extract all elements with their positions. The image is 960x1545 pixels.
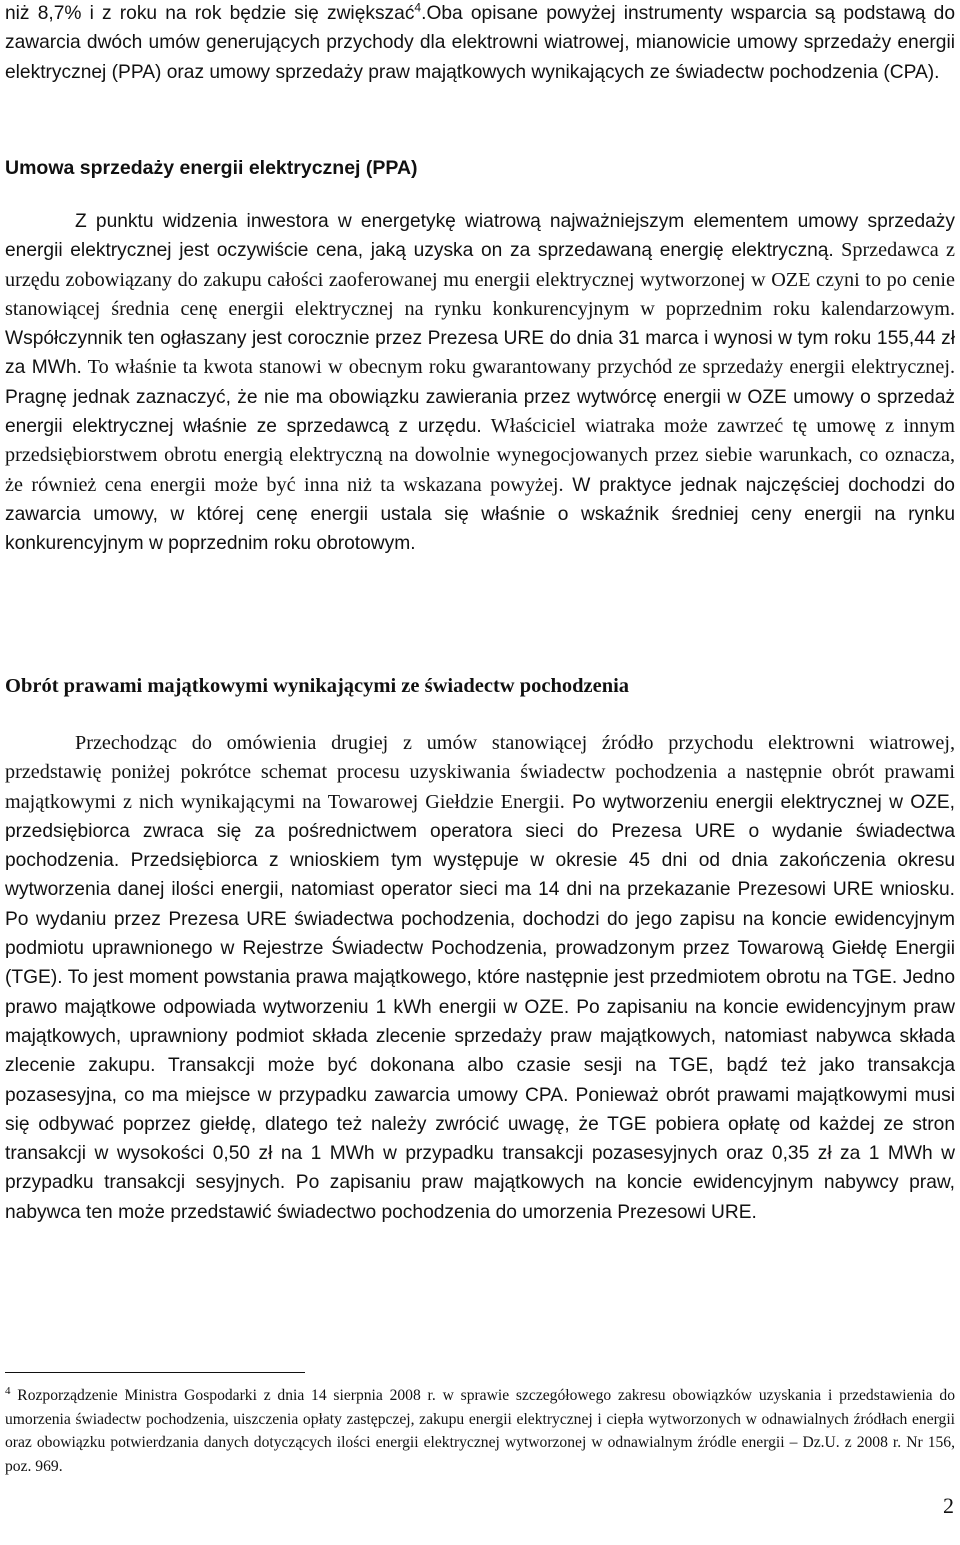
page-number: 2 <box>943 1493 954 1518</box>
intro-paragraph <box>5 0 955 87</box>
cpa-paragraph <box>5 729 955 1227</box>
ppa-text-4: To właśnie ta kwota stanowi w obecnym roku gwarantowany przychód ze sprzedaży energii elektrycznej. <box>81 356 955 379</box>
ppa-heading: Umowa sprzedaży energii elektrycznej (PPA) <box>5 157 418 179</box>
footnote-reference: 4 <box>414 0 422 15</box>
footnote-text: Rozporządzenie Ministra Gospodarki z dnia 14 sierpnia 2008 r. w sprawie szczegółowego zakresu obowiązków uzyskania i przedstawienia do umorzenia świadectw pochodzenia, uiszczenia opłaty zastępczej, zakupu energii elektrycznej i ciepła wytworzonych w odnawialnych źródłach energii oraz obowiązku potwierdzania danych dotyczących ilości energii elektrycznej wytworzonej w odnawialnym źródle energii – Dz.U. z 2008 r. Nr 156, poz. 969. <box>5 1387 955 1475</box>
intro-text-start: niż 8,7% i z roku na rok będzie się zwiększać <box>5 3 415 24</box>
cpa-text-1: Przechodząc do omówienia drugiej z umów stanowiącej źródło przychodu elektrowni wiatrowej, przedstawię poniżej pokrótce schemat procesu uzyskiwania świadectw pochodzenia a następnie obrót prawami majątkowymi z nich wynikającymi na Towarowej Giełdzie Energii. <box>5 732 955 813</box>
ppa-text-1: Z punktu widzenia inwestora w energetykę wiatrową najważniejszym elementem umowy sprzedaży energii elektrycznej jest oczywiście cena, jaką uzyska on za sprzedawaną energię elektryczną. <box>5 211 955 262</box>
ppa-text-5: Pragnę jednak zaznaczyć, że nie ma obowiązku zawierania przez wytwórcę energii w OZE umowy o sprzedaż energii elektrycznej właśnie ze sprzedawcą z urzędu. <box>5 386 955 438</box>
footnote-number: 4 <box>5 1384 11 1397</box>
intro-text-rest: .Oba opisane powyżej instrumenty wsparcia są podstawą do zawarcia dwóch umów generujących przychody dla elektrowni wiatrowej, mianowicie umowy sprzedaży energii elektrycznej (PPA) oraz umowy sprzedaży praw majątkowych wynikających ze świadectw pochodzenia (CPA). <box>5 3 956 83</box>
footnote-divider <box>5 1372 305 1373</box>
ppa-text-6: Właściciel wiatraka może zawrzeć tę umowę z innym przedsiębiorstwem obrotu energią elektryczną na dowolnie wynegocjowanych przez siebie warunkach, co oznacza, że również cena energii może być inna niż ta wskazana powyżej. <box>5 415 956 496</box>
footnote <box>5 1384 955 1478</box>
ppa-text-7: W praktyce jednak najczęściej dochodzi do zawarcia umowy, w której cenę energii ustala się właśnie o wskaźnik średniej ceny energii na rynku konkurencyjnym w poprzednim roku obrotowym. <box>5 474 955 555</box>
cpa-text-2: Po wytworzeniu energii elektrycznej w OZE, przedsiębiorca zwraca się za pośrednictwem operatora sieci do Prezesa URE o wydanie świadectwa pochodzenia. Przedsiębiorca z wnioskiem tym występuje w okresie 45 dni od dnia zakończenia okresu wytworzenia danej ilości energii, natomiast operator sieci ma 14 dni na przekazanie Prezesowi URE wniosku. Po wydaniu przez Prezesa URE świadectwa pochodzenia, dochodzi do jego zapisu na koncie ewidencyjnym podmiotu uprawnionego w Rejestrze Świadectw Pochodzenia, prowadzonym przez Towarową Giełdę Energii (TGE). To jest moment powstania prawa majątkowego, które następnie jest przedmiotem obrotu na TGE. Jedno prawo majątkowe odpowiada wytworzeniu 1 kWh energii w OZE. Po zapisaniu na koncie ewidencyjnym praw majątkowych, uprawniony podmiot składa zlecenie sprzedaży praw majątkowych, natomiast nabywca składa zlecenie zakupu. Transakcji może być dokonana albo czasie sesji na TGE, bądź też jako transakcja pozasesyjna, co ma miejsce w przypadku zawarcia umowy CPA. Ponieważ obrót prawami majątkowymi musi się odbywać poprzez giełdę, dlatego też należy zwrócić uwagę, że TGE pobiera opłatę od każdej ze stron transakcji w wysokości 0,50 zł na 1 MWh w przypadku transakcji pozasesyjnych oraz 0,35 zł za 1 MWh w przypadku transakcji sesyjnych. Po zapisaniu praw majątkowych na koncie ewidencyjnym nabywcy praw, nabywca ten może przedstawić świadectwo pochodzenia do umorzenia Prezesowi URE. <box>5 791 955 1223</box>
ppa-text-3: Współczynnik ten ogłaszany jest corocznie przez Prezesa URE do dnia 31 marca i wynosi w tym roku 155,44 zł za MWh. <box>5 328 955 379</box>
ppa-paragraph <box>5 207 955 559</box>
ppa-text-2: Sprzedawca z urzędu zobowiązany do zakupu całości zaoferowanej mu energii elektrycznej wytworzonej w OZE czyni to po cenie stanowiącej średnia cenę energii elektrycznej na rynku konkurencyjnym w poprzednim roku kalendarzowym. <box>5 239 955 320</box>
cpa-heading: Obrót prawami majątkowymi wynikającymi ze świadectw pochodzenia <box>5 675 630 697</box>
